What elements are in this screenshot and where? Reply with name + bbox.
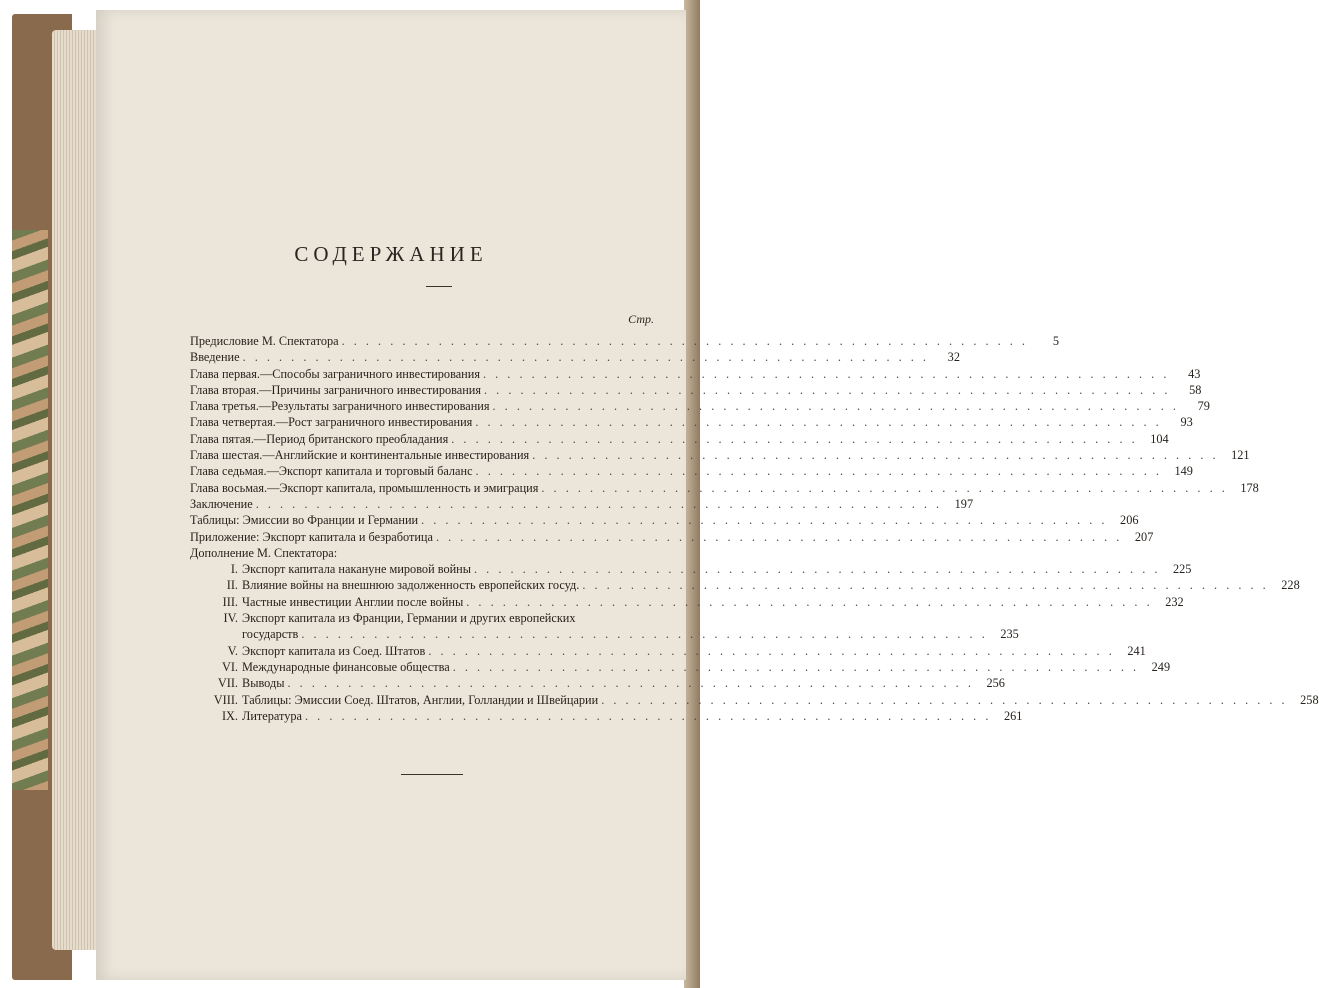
toc-entry-title: Таблицы: Эмиссии во Франции и Германии [190,513,419,528]
roman-numeral: IX. [221,708,238,723]
dot-leader: . . . . . . . . . . . . . . . . . . . . . . . . . . . . . . . . . . . . . . . . . . . . . . . . . . . . . . . . . [451,431,1138,446]
dot-leader: . . . . . . . . . . . . . . . . . . . . . . . . . . . . . . . . . . . . . . . . . . . . . . . . . . . . . . . . . [242,350,929,365]
roman-numeral: V. [227,643,238,658]
toc-entry-page: 197 [954,496,974,511]
supplement-entry-page: 261 [1003,708,1023,723]
dot-leader: . . . . . . . . . . . . . . . . . . . . . . . . . . . . . . . . . . . . . . . . . . . . . . . . . . . . . . . . . [435,529,1123,544]
dot-leader: . . . . . . . . . . . . . . . . . . . . . . . . . . . . . . . . . . . . . . . . . . . . . . . . . . . . . . . . . [532,448,1219,463]
toc-entry-title: Предисловие М. Спектатора [190,334,339,348]
supplement-entry [190,708,1023,725]
toc-entry-title: Приложение: Экспорт капитала и безработица [190,529,433,544]
toc-entry-page: 149 [1174,464,1193,479]
toc-entry-title: Глава шестая.—Английские и континентальные инвестирования [190,448,530,463]
roman-numeral: I. [230,562,238,577]
supplement-entry-title: Влияние войны на внешнюю задолженность европейских госуд. [242,578,580,593]
dot-leader: . . . . . . . . . . . . . . . . . . . . . . . . . . . . . . . . . . . . . . . . . . . . . . . . . . . . . . . . . [474,562,1161,577]
page-column-label: Стр. [628,312,654,326]
supplement-entry-page: 249 [1151,659,1171,674]
toc-entry-page: 121 [1231,448,1250,463]
toc-entry-title: Глава восьмая.—Экспорт капитала, промышленность и эмиграция [190,480,539,495]
toc-entry [190,399,1210,415]
toc-entry-title: Глава пятая.—Период британского преобладания [190,431,449,446]
toc-entry [190,366,1201,383]
toc-entry-page: 93 [1180,415,1193,430]
supplement-entry [190,676,1005,692]
supplement-entry [190,594,1184,611]
toc-entry [190,480,1259,497]
roman-numeral: VII. [217,676,238,691]
toc-entry-title: Глава седьмая.—Экспорт капитала и торговый баланс [190,464,473,479]
toc-entry-page: 32 [947,350,960,365]
dot-leader: . . . . . . . . . . . . . . . . . . . . . . . . . . . . . . . . . . . . . . . . . . . . . . . . . . . . . . . . . [483,366,1170,381]
roman-numeral: IV. [223,611,238,626]
supplement-entry-title: Экспорт капитала из Соед. Штатов [242,643,426,658]
dot-leader: . . . . . . . . . . . . . . . . . . . . . . . . . . . . . . . . . . . . . . . . . . . . . . . . . . . . . . . . . [475,415,1162,430]
supplement-entry-page: 235 [1000,627,1019,642]
supplement-entry-page: 225 [1172,562,1192,577]
marbled-cover-edge [12,230,48,790]
supplement-entry-title: Выводы [242,676,285,691]
dot-leader: . . . . . . . . . . . . . . . . . . . . . . . . . . . . . . . . . . . . . . . . . . . . . . . . . . . . . . . . . [428,643,1115,658]
supplement-entry-title: Экспорт капитала из Франции, Германии и других европейских [242,611,576,626]
toc-entry-page: 104 [1150,431,1169,446]
closing-rule [401,774,463,775]
supplement-entry-continuation [190,627,1019,643]
supplement-entry [190,692,1319,709]
roman-numeral: VI. [221,659,238,674]
toc-entry-title: Глава третья.—Результаты заграничного инвестирования [190,399,490,414]
dot-leader: . . . . . . . . . . . . . . . . . . . . . . . . . . . . . . . . . . . . . . . . . . . . . . . . . . . . . . . . . [475,464,1162,479]
supplement-entry [190,643,1146,660]
dot-leader: . . . . . . . . . . . . . . . . . . . . . . . . . . . . . . . . . . . . . . . . . . . . . . . . . . . . . . . . . [452,659,1140,674]
roman-numeral: III. [222,594,238,609]
supplement-entry-page: 256 [986,676,1005,691]
dot-leader: . . . . . . . . . . . . . . . . . . . . . . . . . . . . . . . . . . . . . . . . . . . . . . . . . . . . . . . . . [484,382,1171,397]
dot-leader: . . . . . . . . . . . . . . . . . . . . . . . . . . . . . . . . . . . . . . . . . . . . . . . . . . . . . . . . . [301,627,988,642]
table-of-contents [190,334,1319,725]
dot-leader: . . . . . . . . . . . . . . . . . . . . . . . . . . . . . . . . . . . . . . . . . . . . . . . . . . . . . . . . . [341,334,1028,348]
heading-rule [426,286,452,287]
toc-entry-page: 58 [1189,382,1202,397]
toc-entry-page: 79 [1197,399,1210,414]
supplement-entry-title: Таблицы: Эмиссии Соед. Штатов, Англии, Голландии и Швейцарии [242,692,599,707]
toc-entry-title: Глава вторая.—Причины заграничного инвестирования [190,382,482,397]
supplement-entry [190,562,1192,578]
supplement-entry-page: 228 [1281,578,1300,593]
dot-leader: . . . . . . . . . . . . . . . . . . . . . . . . . . . . . . . . . . . . . . . . . . . . . . . . . . . . . . . . . [541,480,1228,495]
supplement-entry-page: 258 [1300,692,1319,707]
toc-entry [190,350,960,366]
supplement-title: Дополнение М. Спектатора: [190,545,338,560]
dot-leader: . . . . . . . . . . . . . . . . . . . . . . . . . . . . . . . . . . . . . . . . . . . . . . . . . . . . . . . . . [305,708,992,723]
book-page [96,10,1319,980]
toc-entry [190,513,1139,529]
roman-numeral: VIII. [213,692,238,707]
toc-entry-title: Заключение [190,496,253,511]
toc-entry [190,448,1250,464]
toc-entry [190,529,1154,546]
supplement-entry-title: Литература [242,708,303,723]
toc-entry [190,431,1169,448]
supplement-entry [190,578,1300,594]
toc-entry-title: Введение [190,350,240,365]
toc-entry-page: 43 [1188,366,1201,381]
toc-entry [190,382,1202,399]
supplement-entry-title-continued: государств [242,627,299,642]
dot-leader: . . . . . . . . . . . . . . . . . . . . . . . . . . . . . . . . . . . . . . . . . . . . . . . . . . . . . . . . . [582,578,1269,593]
toc-entry-page: 178 [1240,480,1259,495]
roman-numeral: II. [226,578,238,593]
toc-entry-title: Глава первая.—Способы заграничного инвестирования [190,366,480,381]
toc-entry-title: Глава четвертая.—Рост заграничного инвестирования [190,415,473,430]
toc-entry-page: 206 [1120,513,1139,528]
supplement-entry-title: Экспорт капитала накануне мировой войны [242,562,472,577]
dot-leader: . . . . . . . . . . . . . . . . . . . . . . . . . . . . . . . . . . . . . . . . . . . . . . . . . . . . . . . . . [492,399,1179,414]
toc-entry [190,496,974,513]
supplement-entry-title: Частные инвестиции Англии после войны [242,594,464,609]
dot-leader: . . . . . . . . . . . . . . . . . . . . . . . . . . . . . . . . . . . . . . . . . . . . . . . . . . . . . . . . . [255,496,943,511]
toc-entry-page: 5 [1052,334,1059,348]
supplement-entry-page: 241 [1127,643,1146,658]
supplement-entry [190,611,750,627]
toc-heading: СОДЕРЖАНИЕ [294,242,488,266]
dot-leader: . . . . . . . . . . . . . . . . . . . . . . . . . . . . . . . . . . . . . . . . . . . . . . . . . . . . . . . . . [287,676,974,691]
dot-leader: . . . . . . . . . . . . . . . . . . . . . . . . . . . . . . . . . . . . . . . . . . . . . . . . . . . . . . . . . [601,692,1288,707]
supplement-entry-title: Международные финансовые общества [242,659,450,674]
supplement-entry [190,659,1171,676]
supplement-heading [190,546,750,562]
dot-leader: . . . . . . . . . . . . . . . . . . . . . . . . . . . . . . . . . . . . . . . . . . . . . . . . . . . . . . . . . [466,594,1153,609]
toc-entry [190,334,1059,350]
page-edges [52,30,96,950]
toc-entry-page: 207 [1134,529,1154,544]
toc-entry [190,464,1193,480]
toc-entry [190,415,1193,431]
dot-leader: . . . . . . . . . . . . . . . . . . . . . . . . . . . . . . . . . . . . . . . . . . . . . . . . . . . . . . . . . [421,513,1108,528]
supplement-entry-page: 232 [1165,594,1184,609]
